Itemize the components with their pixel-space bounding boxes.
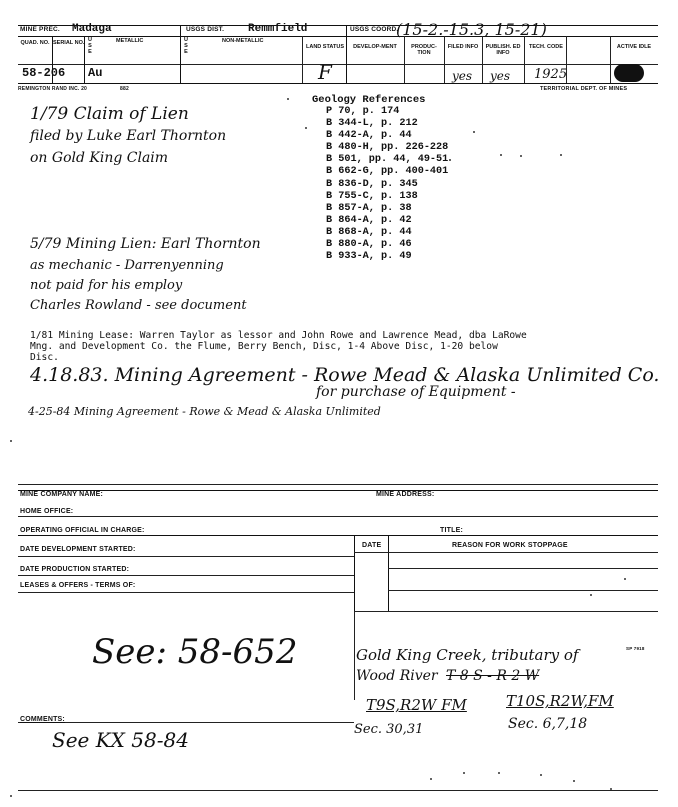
- agreement-line-1b: for purchase of Equipment -: [316, 384, 516, 400]
- geology-ref: B 662-G, pp. 400-401: [326, 166, 449, 178]
- reason-column-header: REASON FOR WORK STOPPAGE: [452, 542, 568, 549]
- form-rule: [18, 575, 354, 576]
- scan-speck: [10, 795, 12, 797]
- stoppage-rule: [388, 590, 658, 591]
- scan-speck: [430, 778, 432, 780]
- col-serial-no: SERIAL NO.: [53, 40, 85, 46]
- agreement-line-2: 4-25-84 Mining Agreement - Rowe & Mead & Alaska Unlimited: [28, 405, 381, 418]
- filed-info-value: yes: [452, 69, 473, 83]
- geology-ref: B 344-L, p. 212: [326, 118, 418, 130]
- location-line-2-struck: T 8 S - R 2 W: [446, 668, 540, 684]
- geology-ref: B 755-C, p. 138: [326, 190, 418, 202]
- see-reference-2: See KX 58-84: [52, 728, 189, 752]
- stoppage-rule: [354, 611, 658, 612]
- agreement-line-1: 4.18.83. Mining Agreement - Rowe Mead & Alaska Unlimited Co.: [30, 364, 660, 386]
- header-rule-top: [18, 25, 658, 26]
- form-rule: [18, 490, 658, 491]
- location-section-a: Sec. 30,31: [354, 722, 424, 737]
- usgs-dist-label: USGS DIST.: [186, 26, 225, 33]
- form-rule: [18, 484, 658, 485]
- scan-speck: [590, 594, 592, 596]
- usgs-coord-label: USGS COORD.: [350, 26, 399, 33]
- scan-speck: [624, 578, 626, 580]
- header-vline: [404, 36, 405, 83]
- location-line-2: Wood River: [356, 668, 438, 684]
- col-nonmetallic-flags: U S E: [184, 37, 188, 55]
- geology-ref: B 880-A, p. 46: [326, 239, 412, 251]
- metallic-value: Au: [88, 66, 103, 80]
- geology-ref: B 868-A, p. 44: [326, 226, 412, 238]
- scan-speck: [287, 98, 289, 100]
- col-metallic: METALLIC: [116, 38, 144, 44]
- mining-lien-line-2: as mechanic - Darrenyenning: [30, 258, 224, 273]
- col-metallic-flags: U S E: [88, 37, 92, 55]
- header-rule-3: [18, 64, 658, 65]
- publish-info-value: yes: [490, 69, 511, 83]
- scan-speck: [540, 774, 542, 776]
- year-value: 1925: [534, 67, 568, 82]
- scan-speck: [10, 440, 12, 442]
- location-vline: [354, 612, 355, 700]
- land-status-value: F: [318, 60, 332, 84]
- geology-ref: B 836-D, p. 345: [326, 178, 418, 190]
- mining-lease-typed: 1/81 Mining Lease: Warren Taylor as lessor and John Rowe and Lawrence Mead, dba LaRowe Mng. and Development Co. the Flume, Berry Bench, Disc, 1-4 Above Disc, 1-20 below Disc.: [30, 330, 527, 364]
- geology-title: Geology References: [312, 94, 426, 106]
- scan-speck: [560, 154, 562, 156]
- claim-lien-line-3: on Gold King Claim: [30, 150, 169, 166]
- see-reference-1: See: 58-652: [92, 632, 298, 672]
- mine-address-label: MINE ADDRESS:: [376, 491, 435, 498]
- col-development: DEVELOP-MENT: [353, 44, 397, 50]
- scan-speck: [498, 772, 500, 774]
- col-tech-code: TECH. CODE: [529, 44, 563, 50]
- stoppage-vline: [388, 536, 389, 612]
- scan-speck: [473, 131, 475, 133]
- comments-rule: [18, 722, 354, 723]
- header-vline: [610, 36, 611, 83]
- mining-lien-line-4: Charles Rowland - see document: [30, 298, 247, 313]
- footer-left-num: 882: [120, 86, 129, 92]
- scan-speck: [463, 772, 465, 774]
- scan-speck: [305, 127, 307, 129]
- stoppage-vline: [354, 536, 355, 612]
- geology-ref: P 70, p. 174: [326, 106, 400, 117]
- quad-serial-value: 58-206: [22, 66, 66, 80]
- location-township-b: T10S,R2W,FM: [506, 692, 614, 710]
- date-column-header: DATE: [362, 542, 382, 549]
- geology-ref: B 442-A, p. 44: [326, 130, 412, 142]
- form-rule: [18, 556, 354, 557]
- col-nonmetallic: NON-METALLIC: [222, 38, 264, 44]
- form-rule: [18, 516, 658, 517]
- header-vline: [302, 36, 303, 83]
- mining-lien-line-1: 5/79 Mining Lien: Earl Thornton: [30, 236, 261, 252]
- comments-label: COMMENTS:: [20, 716, 65, 723]
- geology-ref: B 857-A, p. 38: [326, 202, 412, 214]
- geology-ref: B 864-A, p. 42: [326, 214, 412, 226]
- scan-speck: [573, 780, 575, 782]
- claim-lien-line-1: 1/79 Claim of Lien: [30, 104, 189, 124]
- header-vline: [482, 36, 483, 83]
- usgs-dist-value: Remmfield: [248, 23, 308, 35]
- header-rule-2: [18, 36, 658, 37]
- operating-official-label: OPERATING OFFICIAL IN CHARGE:: [20, 527, 145, 534]
- header-vline: [444, 36, 445, 83]
- scan-speck: [449, 159, 451, 161]
- footer-left-text: REMINGTON RAND INC. 20: [18, 86, 88, 92]
- col-publish-info: PUBLISH. ED INFO: [485, 44, 521, 56]
- col-filed-info: FILED INFO: [447, 44, 479, 50]
- scan-speck: [500, 154, 502, 156]
- header-vline: [180, 25, 181, 83]
- usgs-coord-value: (15-2.-15.3, 15-21): [396, 20, 547, 39]
- header-rule-bottom: [18, 83, 658, 84]
- form-rule: [18, 535, 658, 536]
- stoppage-rule: [354, 552, 658, 553]
- geology-ref: B 501, pp. 44, 49-51: [326, 154, 449, 166]
- footer-right-text: TERRITORIAL DEPT. OF MINES: [540, 86, 628, 92]
- active-idle-mark: [614, 64, 644, 82]
- leases-offers-label: LEASES & OFFERS - TERMS OF:: [20, 582, 136, 589]
- location-section-b: Sec. 6,7,18: [508, 716, 588, 732]
- mine-prec-label: MINE PREC.: [20, 26, 60, 33]
- geology-ref: B 480-H, pp. 226-228: [326, 142, 449, 154]
- date-production-label: DATE PRODUCTION STARTED:: [20, 566, 130, 573]
- scan-speck: [520, 155, 522, 157]
- header-vline: [524, 36, 525, 83]
- header-vline: [346, 25, 347, 83]
- mining-lien-line-3: not paid for his employ: [30, 278, 183, 293]
- location-township-a: T9S,R2W FM: [366, 696, 467, 714]
- geology-reference-list: [326, 106, 448, 263]
- col-active-idle: ACTIVE IDLE: [616, 44, 652, 50]
- date-development-label: DATE DEVELOPMENT STARTED:: [20, 546, 136, 553]
- form-rule: [18, 592, 354, 593]
- mine-company-name-label: MINE COMPANY NAME:: [20, 491, 104, 498]
- claim-lien-line-2: filed by Luke Earl Thornton: [30, 128, 227, 144]
- scan-speck: [610, 788, 612, 790]
- col-land-status: LAND STATUS: [306, 44, 344, 50]
- location-line-1: Gold King Creek, tributary of: [356, 646, 579, 664]
- col-quad-no: QUAD. NO.: [20, 40, 50, 46]
- title-label: TITLE:: [440, 527, 463, 534]
- mine-prec-value: Madaga: [72, 23, 112, 35]
- card-bottom-rule: [18, 790, 658, 791]
- geology-ref: B 933-A, p. 49: [326, 251, 412, 263]
- home-office-label: HOME OFFICE:: [20, 508, 74, 515]
- corner-note: SP 7918: [626, 646, 645, 651]
- stoppage-rule: [388, 568, 658, 569]
- header-vline: [84, 36, 85, 83]
- col-production: PRODUC-TION: [411, 44, 437, 56]
